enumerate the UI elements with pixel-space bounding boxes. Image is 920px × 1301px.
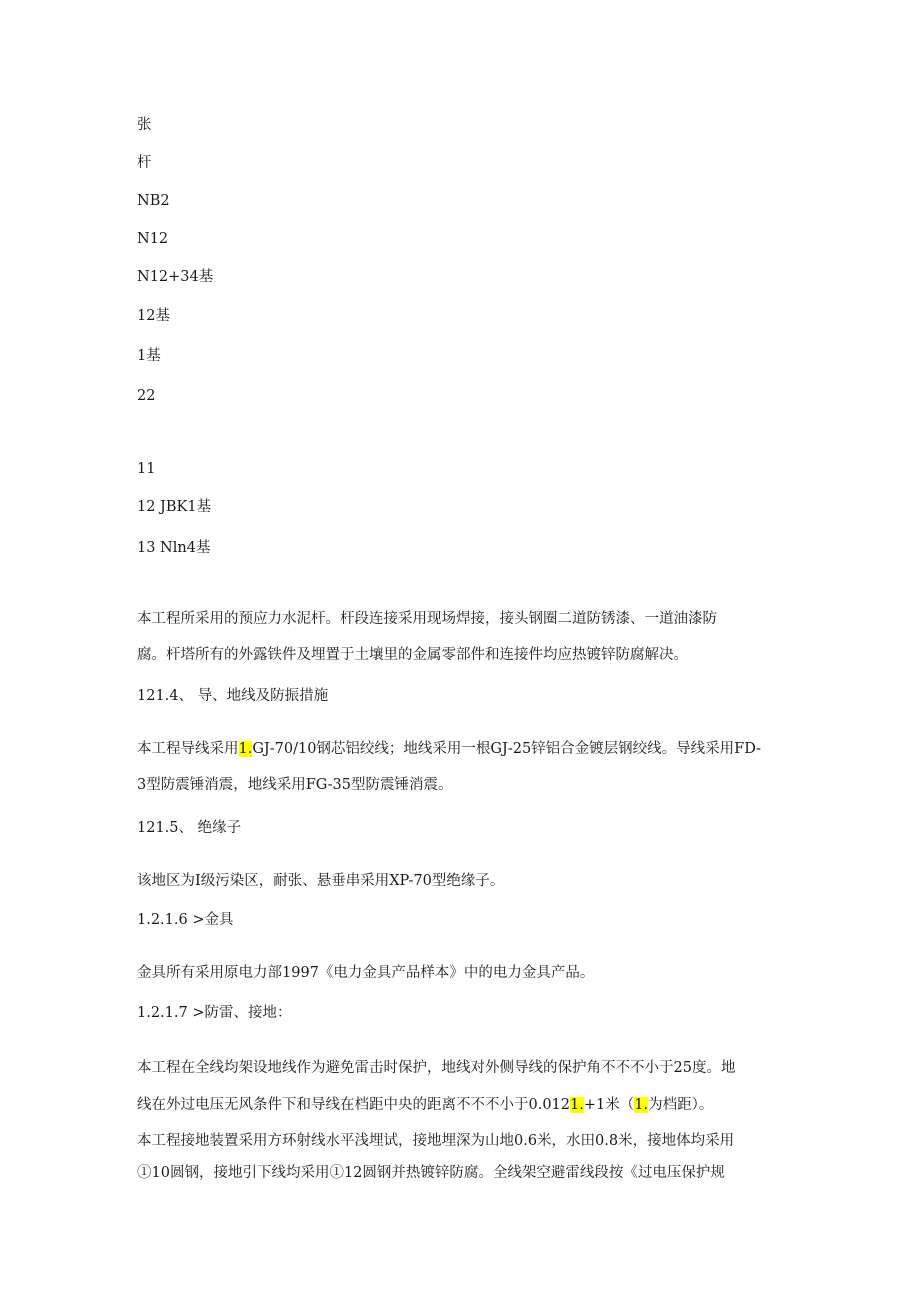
list-item-11: 13 Nln4基 xyxy=(137,540,211,556)
highlight-mark: 1. xyxy=(238,741,253,757)
text-segment: 本工程导线采用 xyxy=(137,741,239,757)
section-heading-fittings: 1.2.1.6 >金具 xyxy=(137,912,234,928)
highlight-mark: 1. xyxy=(570,1097,584,1113)
paragraph-lightning-line-4: ①10圆钢，接地引下线均采用①12圆钢并热镀锌防腐。全线架空避雷线段按《过电压保护规 xyxy=(137,1165,725,1181)
paragraph-insulator: 该地区为I级污染区，耐张、悬垂串采用XP-70型绝缘子。 xyxy=(137,873,505,889)
list-item-10: 12 JBK1基 xyxy=(137,499,212,515)
paragraph-conductor-line-1 xyxy=(137,739,787,759)
list-item-3: NB2 xyxy=(137,193,170,209)
paragraph-pole-line-1: 本工程所采用的预应力水泥杆。杆段连接采用现场焊接，接头钢圈二道防锈漆、一道油漆防 xyxy=(137,611,717,627)
list-item-1: 张 xyxy=(137,117,152,133)
text-segment: 为档距）。 xyxy=(648,1097,714,1113)
section-heading-conductor: 121.4、 导、地线及防振措施 xyxy=(137,688,329,704)
list-item-6: 12基 xyxy=(137,308,170,324)
paragraph-conductor-line-2: 3型防震锤消震，地线采用FG-35型防震锤消震。 xyxy=(137,777,453,793)
paragraph-fittings: 金具所有采用原电力部1997《电力金具产品样本》中的电力金具产品。 xyxy=(137,965,595,981)
paragraph-lightning-line-1: 本工程在全线均架设地线作为避免雷击时保护，地线对外侧导线的保护角不不不小于25度。地 xyxy=(137,1060,736,1076)
text-segment: GJ-70/10钢芯铝绞线；地线采用一根GJ-25锌铝合金镀层钢绞线。导线采用FD- xyxy=(252,741,762,757)
list-item-4: N12 xyxy=(137,231,169,247)
list-item-7: 1基 xyxy=(137,348,161,364)
text-segment: 线在外过电压无风条件下和导线在档距中央的距离不不不小于0.012 xyxy=(137,1097,571,1113)
paragraph-lightning-line-3: 本工程接地装置采用方环射线水平浅埋试，接地埋深为山地0.6米，水田0.8米，接地体均采用 xyxy=(137,1133,735,1149)
text-segment: +1米（ xyxy=(583,1097,635,1113)
section-heading-insulator: 121.5、 绝缘子 xyxy=(137,820,242,836)
list-item-2: 杆 xyxy=(137,155,152,171)
list-item-8: 22 xyxy=(137,388,156,404)
highlight-mark: 1. xyxy=(634,1097,649,1113)
list-item-9: 11 xyxy=(137,461,156,477)
section-heading-lightning: 1.2.1.7 >防雷、接地： xyxy=(137,1005,292,1021)
paragraph-lightning-line-2 xyxy=(137,1095,787,1115)
list-item-5: N12+34基 xyxy=(137,269,214,285)
paragraph-pole-line-2: 腐。杆塔所有的外露铁件及埋置于土壤里的金属零部件和连接件均应热镀锌防腐解决。 xyxy=(137,647,688,663)
